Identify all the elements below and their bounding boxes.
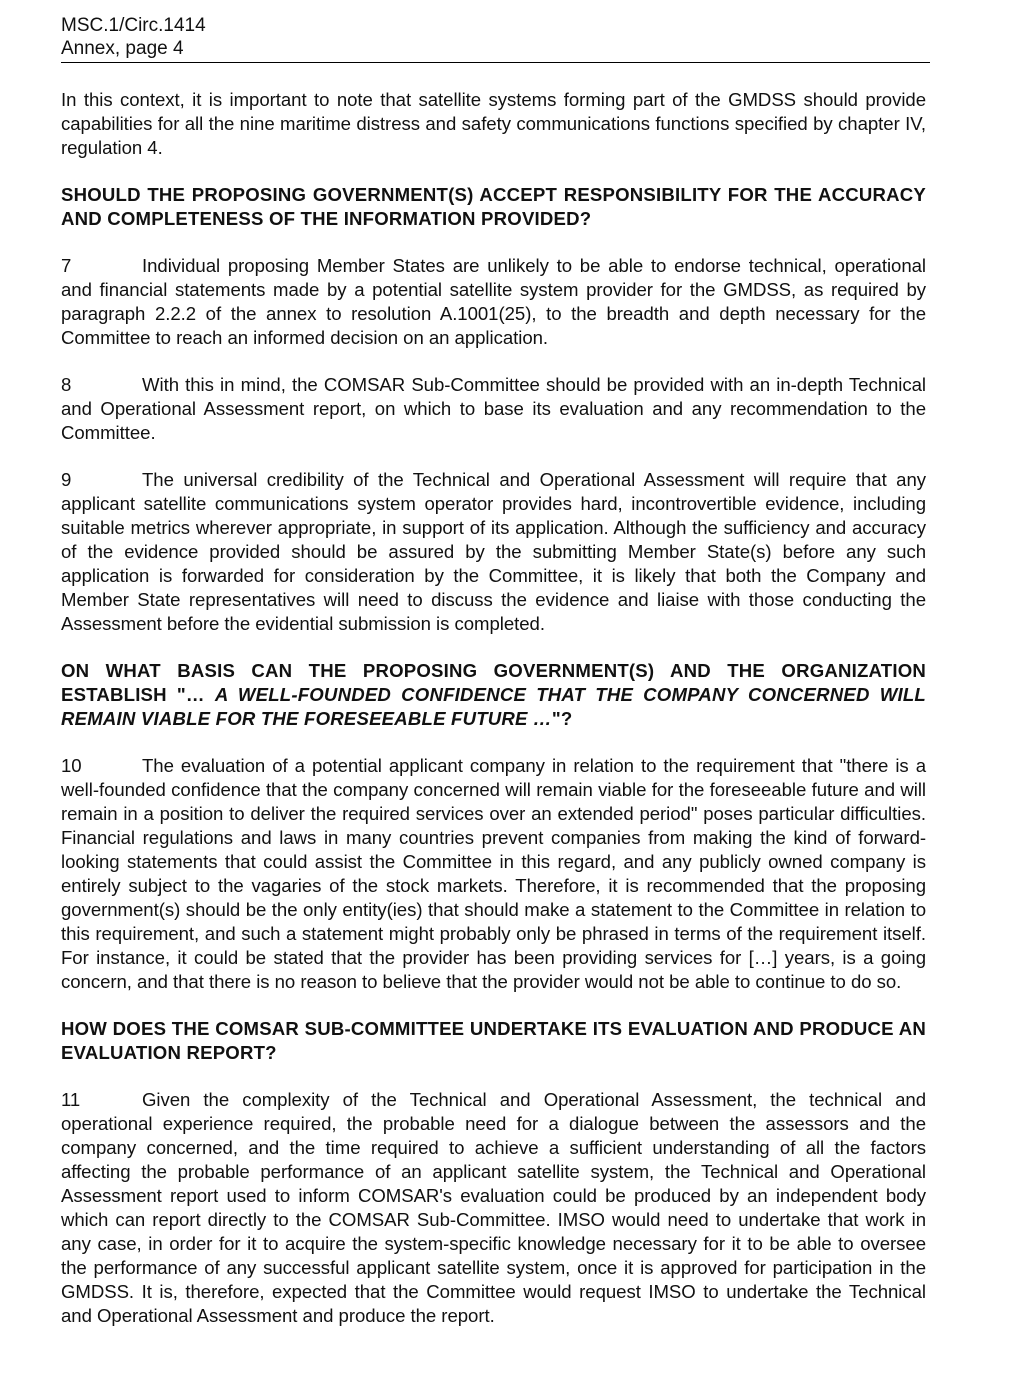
paragraph-number: 11 (61, 1089, 81, 1110)
heading-italic-quote: A WELL-FOUNDED CONFIDENCE THAT THE COMPANY CONCERNED WILL REMAIN VIABLE FOR THE FORESEEABLE FUTURE … (61, 684, 926, 729)
section-heading-basis (61, 659, 926, 731)
paragraph-8 (61, 373, 926, 445)
section-heading-evaluation: HOW DOES THE COMSAR SUB-COMMITTEE UNDERTAKE ITS EVALUATION AND PRODUCE AN EVALUATION REPORT? (61, 1018, 926, 1063)
paragraph-number: 7 (61, 255, 72, 276)
paragraph-text: The universal credibility of the Technical and Operational Assessment will require that any applicant satellite communications system operator provides hard, incontrovertible evidence, including suitable metrics wherever appropriate, in support of its application. Although the sufficiency and accuracy of the evidence provided should be assured by the submitting Member State(s) before any such application is forwarded for consideration by the Committee, it is likely that both the Company and Member State representatives will need to discuss the evidence and liaise with those conducting the Assessment before the evidential submission is completed. (61, 469, 926, 634)
heading-lead: ON WHAT BASIS CAN THE PROPOSING GOVERNMENT(S) AND THE ORGANIZATION ESTABLISH "… (61, 660, 926, 705)
paragraph-text: With this in mind, the COMSAR Sub-Committee should be provided with an in-depth Technical and Operational Assessment report, on which to base its evaluation and any recommendation to the Committee. (61, 374, 926, 443)
intro-paragraph: In this context, it is important to note that satellite systems forming part of the GMDSS should provide capabilities for all the nine maritime distress and safety communications functions specified by chapter IV, regulation 4. (61, 89, 926, 158)
paragraph-number: 8 (61, 374, 72, 395)
heading-tail: "? (551, 708, 573, 729)
page-reference: Annex, page 4 (61, 38, 184, 59)
paragraph-text: The evaluation of a potential applicant company in relation to the requirement that "there is a well-founded confidence that the company concerned will remain viable for the foreseeable future and will remain in a position to deliver the required services over an extended period" poses particular difficulties. Financial regulations and laws in many countries prevent companies from making the kind of forward-looking statements that could assist the Committee in this regard, and any publicly owned company is entirely subject to the vagaries of the stock markets. Therefore, it is recommended that the proposing government(s) should be the only entity(ies) that should make a statement to the Committee in relation to this requirement, and such a statement might probably only be phrased in terms of the requirement itself. For instance, it could be stated that the provider has been providing services for […] years, is a going concern, and that there is no reason to believe that the provider would not be able to continue to do so. (61, 755, 926, 992)
paragraph-9 (61, 468, 926, 636)
paragraph-number: 9 (61, 469, 72, 490)
paragraph-text: Individual proposing Member States are unlikely to be able to endorse technical, operational and financial statements made by a potential satellite system provider for the GMDSS, as required by paragraph 2.2.2 of the annex to resolution A.1001(25), to the breadth and depth necessary for the Committee to reach an informed decision on an application. (61, 255, 926, 348)
paragraph-10 (61, 754, 926, 994)
document-body (61, 88, 926, 1351)
document-reference: MSC.1/Circ.1414 (61, 15, 206, 36)
page-header (61, 14, 930, 63)
paragraph-11 (61, 1088, 926, 1328)
section-heading-responsibility: SHOULD THE PROPOSING GOVERNMENT(S) ACCEPT RESPONSIBILITY FOR THE ACCURACY AND COMPLETENESS OF THE INFORMATION PROVIDED? (61, 184, 926, 229)
paragraph-text: Given the complexity of the Technical and Operational Assessment, the technical and operational experience required, the probable need for a dialogue between the assessors and the company concerned, and the time required to achieve a sufficient understanding of all the factors affecting the probable performance of an applicant satellite system, the Technical and Operational Assessment report used to inform COMSAR's evaluation could be produced by an independent body which can report directly to the COMSAR Sub-Committee. IMSO would need to undertake that work in any case, in order for it to acquire the system-specific knowledge necessary for it to be able to oversee the performance of any successful applicant satellite system, once it is approved for participation in the GMDSS. It is, therefore, expected that the Committee would request IMSO to undertake the Technical and Operational Assessment and produce the report. (61, 1089, 926, 1326)
paragraph-7 (61, 254, 926, 350)
paragraph-number: 10 (61, 755, 82, 776)
